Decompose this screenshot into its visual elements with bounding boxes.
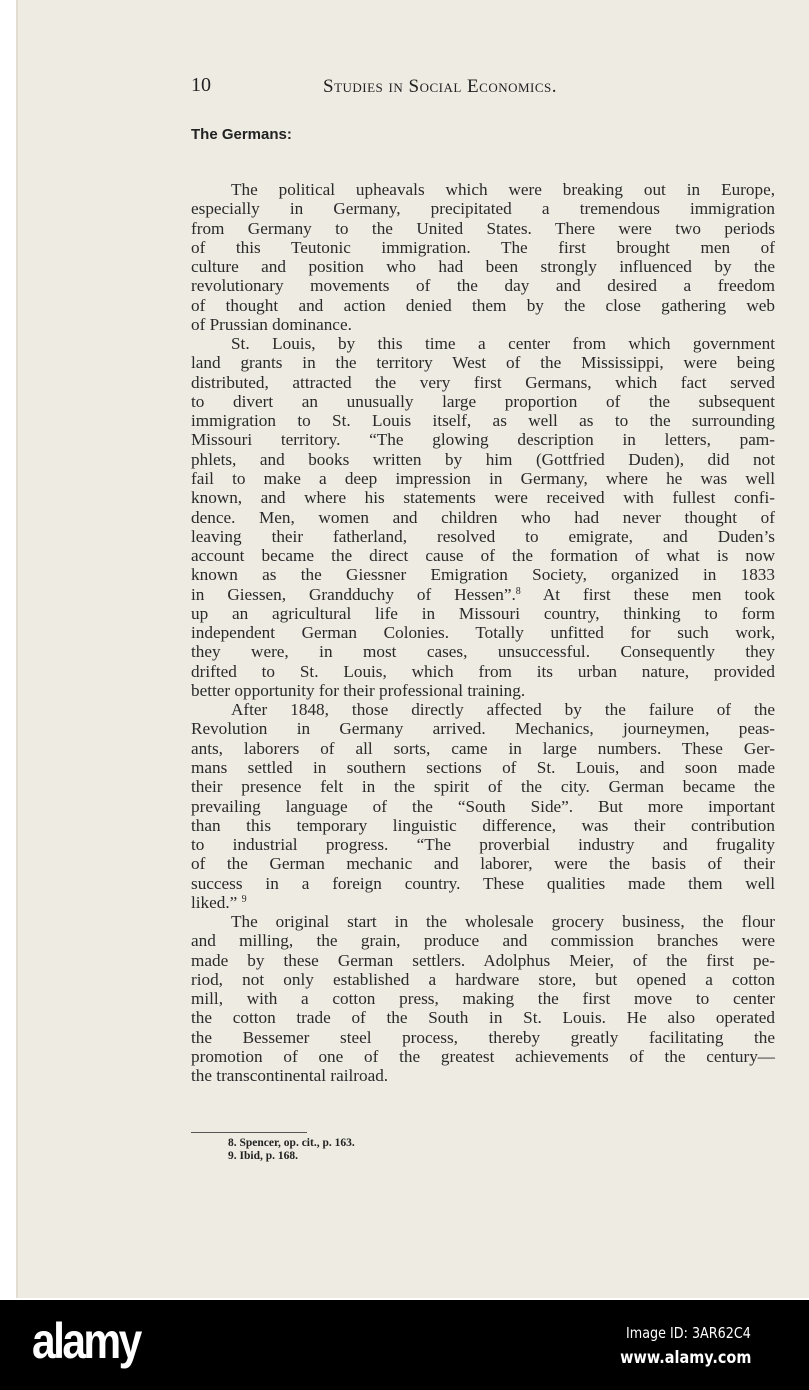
text-line bbox=[191, 931, 775, 950]
line-text: fail to make a deep impression in Germany, where he was well bbox=[191, 468, 775, 488]
line-text: The original start in the wholesale grocery business, the flour bbox=[231, 912, 775, 932]
text-line bbox=[191, 797, 775, 816]
line-text: Revolution in Germany arrived. Mechanics, journeymen, peas- bbox=[191, 719, 775, 739]
line-text: St. Louis, by this time a center from which government bbox=[231, 334, 775, 354]
text-line bbox=[191, 604, 775, 623]
line-text: known as the Giessner Emigration Society, organized in 1833 bbox=[191, 565, 775, 585]
line-text: from Germany to the United States. There were two periods bbox=[191, 218, 775, 238]
footnote-8: 8. Spencer, op. cit., p. 163. bbox=[228, 1137, 355, 1149]
text-line bbox=[191, 411, 775, 430]
document-page bbox=[16, 0, 809, 1298]
text-line bbox=[191, 681, 775, 700]
line-text: known, and where his statements were received with fullest confi- bbox=[191, 488, 775, 508]
footnote-marker: 8 bbox=[515, 585, 521, 597]
text-line bbox=[191, 373, 775, 392]
body-text bbox=[191, 180, 775, 1085]
line-text: phlets, and books written by him (Gottfried Duden), did not bbox=[191, 449, 775, 469]
text-line bbox=[191, 565, 775, 584]
line-text: The political upheavals which were breaking out in Europe, bbox=[231, 180, 775, 199]
text-line bbox=[191, 623, 775, 642]
footnote-rule bbox=[191, 1132, 307, 1133]
line-text: immigration to St. Louis itself, as well as to the surrounding bbox=[191, 411, 775, 431]
text-line bbox=[191, 276, 775, 295]
text-line bbox=[191, 989, 775, 1008]
line-text: of thought and action denied them by the close gathering web bbox=[191, 295, 775, 315]
text-line bbox=[191, 392, 775, 411]
text-line bbox=[191, 199, 775, 218]
line-text: of the German mechanic and laborer, were the basis of their bbox=[191, 854, 775, 874]
line-text: revolutionary movements of the day and desired a freedom bbox=[191, 276, 775, 296]
text-line bbox=[191, 315, 775, 334]
line-text: and milling, the grain, produce and commission branches were bbox=[191, 931, 775, 951]
text-line bbox=[191, 180, 775, 199]
line-text: especially in Germany, precipitated a tremendous immigration bbox=[191, 199, 775, 219]
line-text: better opportunity for their professional training. bbox=[191, 680, 526, 700]
line-text: the cotton trade of the South in St. Louis. He also operated bbox=[191, 1008, 775, 1028]
line-text: mill, with a cotton press, making the first move to center bbox=[191, 989, 775, 1009]
running-title: Studies in Social Economics. bbox=[323, 76, 558, 97]
line-text: liked.” bbox=[191, 892, 242, 912]
line-text: dence. Men, women and children who had never thought of bbox=[191, 507, 775, 527]
text-line bbox=[191, 893, 775, 912]
text-line bbox=[191, 469, 775, 488]
line-text: to industrial progress. “The proverbial industry and frugality bbox=[191, 835, 775, 855]
line-text: success in a foreign country. These qualities made them well bbox=[191, 873, 775, 893]
text-line bbox=[191, 1008, 775, 1027]
text-line bbox=[191, 296, 775, 315]
line-text: culture and position who had been strongly influenced by the bbox=[191, 257, 775, 277]
text-line bbox=[191, 874, 775, 893]
line-text: leaving their fatherland, resolved to emigrate, and Duden’s bbox=[191, 526, 775, 546]
text-line bbox=[191, 662, 775, 681]
text-line bbox=[191, 585, 775, 604]
text-line bbox=[191, 912, 775, 931]
text-line bbox=[191, 719, 775, 738]
section-heading: The Germans: bbox=[191, 126, 292, 143]
text-line bbox=[191, 1066, 775, 1085]
text-line bbox=[191, 257, 775, 276]
image-id: Image ID: 3AR62C4 bbox=[626, 1324, 751, 1342]
line-text: the Bessemer steel process, thereby greatly facilitating the bbox=[191, 1027, 775, 1047]
text-line bbox=[191, 1047, 775, 1066]
text-line bbox=[191, 739, 775, 758]
text-line bbox=[191, 430, 775, 449]
text-line bbox=[191, 527, 775, 546]
text-line bbox=[191, 642, 775, 661]
line-text: account became the direct cause of the formation of what is now bbox=[191, 546, 775, 566]
footnote-9: 9. Ibid, p. 168. bbox=[228, 1150, 298, 1162]
stock-watermark-bar bbox=[0, 1300, 809, 1390]
text-line bbox=[191, 970, 775, 989]
text-line bbox=[191, 777, 775, 796]
line-text: independent German Colonies. Totally unfitted for such work, bbox=[191, 623, 775, 643]
text-line bbox=[191, 854, 775, 873]
line-text: ants, laborers of all sorts, came in large numbers. These Ger- bbox=[191, 738, 775, 758]
text-line bbox=[191, 758, 775, 777]
line-text: land grants in the territory West of the Mississippi, were being bbox=[191, 353, 775, 373]
line-text: they were, in most cases, unsuccessful. Consequently they bbox=[191, 642, 775, 662]
line-text: After 1848, those directly affected by the failure of the bbox=[231, 700, 775, 720]
text-line bbox=[191, 508, 775, 527]
text-line bbox=[191, 238, 775, 257]
line-text: mans settled in southern sections of St. Louis, and soon made bbox=[191, 757, 775, 777]
text-line bbox=[191, 835, 775, 854]
line-text: At first these men took bbox=[520, 584, 776, 604]
line-text: of Prussian dominance. bbox=[191, 314, 352, 334]
line-text: made by these German settlers. Adolphus Meier, of the first pe- bbox=[191, 950, 775, 970]
text-line bbox=[191, 951, 775, 970]
text-line bbox=[191, 334, 775, 353]
site-url: www.alamy.com bbox=[619, 1348, 751, 1368]
text-line bbox=[191, 1028, 775, 1047]
line-text: than this temporary linguistic difference, was their contribution bbox=[191, 815, 775, 835]
text-line bbox=[191, 353, 775, 372]
line-text: drifted to St. Louis, which from its urban nature, provided bbox=[191, 661, 775, 681]
text-line bbox=[191, 700, 775, 719]
text-line bbox=[191, 488, 775, 507]
line-text: of this Teutonic immigration. The first brought men of bbox=[191, 237, 775, 257]
line-text: riod, not only established a hardware store, but opened a cotton bbox=[191, 969, 775, 989]
line-text: their presence felt in the spirit of the city. German became the bbox=[191, 777, 775, 797]
text-line bbox=[191, 450, 775, 469]
line-text: the transcontinental railroad. bbox=[191, 1066, 389, 1086]
text-line bbox=[191, 219, 775, 238]
line-text: prevailing language of the “South Side”. But more important bbox=[191, 796, 775, 816]
alamy-logo: alamy bbox=[32, 1313, 140, 1369]
page-number: 10 bbox=[191, 74, 211, 96]
line-text: promotion of one of the greatest achievements of the century— bbox=[191, 1046, 775, 1066]
line-text: Missouri territory. “The glowing description in letters, pam- bbox=[191, 430, 775, 450]
line-text: distributed, attracted the very first Germans, which fact served bbox=[191, 372, 775, 392]
text-line bbox=[191, 546, 775, 565]
line-text: in Giessen, Grandduchy of Hessen”. bbox=[191, 584, 516, 604]
footnote-marker: 9 bbox=[241, 893, 247, 905]
line-text: up an agricultural life in Missouri country, thinking to form bbox=[191, 603, 775, 623]
line-text: to divert an unusually large proportion of the subsequent bbox=[191, 391, 775, 411]
text-line bbox=[191, 816, 775, 835]
